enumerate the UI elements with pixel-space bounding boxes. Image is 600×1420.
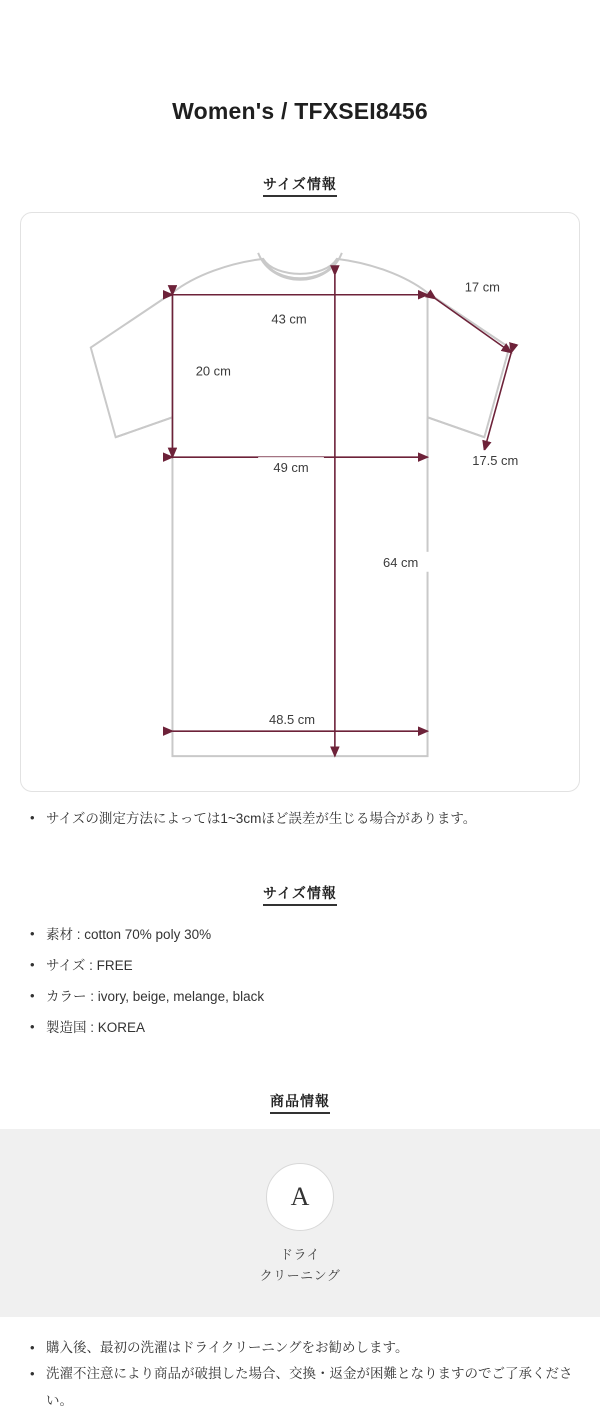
material-info-heading-text: サイズ情報 (263, 885, 337, 906)
size-diagram-panel (20, 212, 580, 792)
spec-list (20, 919, 580, 1043)
list-item: • 素材 : cotton 70% poly 30% (26, 919, 580, 950)
dry-clean-symbol: A (290, 1182, 310, 1212)
product-info-heading-text: 商品情報 (270, 1093, 330, 1114)
dry-clean-icon (266, 1163, 334, 1231)
dimension-lines (172, 274, 511, 755)
list-item: • サイズの測定方法によっては1~3cmほど誤差が生じる場合があります。 (26, 806, 580, 832)
dimension-label-hem: 48.5 cm (269, 711, 316, 727)
dimension-labels (180, 276, 535, 728)
care-instruction-panel (0, 1129, 600, 1317)
list-item: • 購入後、最初の洗濯はドライクリーニングをお勧めします。 (26, 1335, 580, 1361)
care-notes-list (20, 1335, 580, 1414)
garment-measurement-diagram (21, 213, 579, 791)
dimension-label-total-length: 64 cm (383, 554, 419, 570)
care-label (0, 1245, 600, 1287)
list-item: • 洗濯不注意により商品が破損した場合、交換・返金が困難となりますのでご了承ください。 (26, 1361, 580, 1414)
dimension-label-shoulder: 43 cm (271, 311, 307, 327)
dimension-label-armhole: 20 cm (195, 363, 231, 379)
product-info-heading (20, 1091, 580, 1111)
size-notes-list (20, 806, 580, 832)
page-title: Women's / TFXSEI8456 (172, 98, 428, 124)
dimension-label-sleeve-opening: 17.5 cm (472, 452, 519, 468)
list-item: • カラー : ivory, beige, melange, black (26, 981, 580, 1012)
care-label-line2: クリーニング (259, 1268, 341, 1284)
list-item: • サイズ : FREE (26, 950, 580, 981)
care-label-line1: ドライ (279, 1247, 321, 1263)
dimension-label-sleeve-length: 17 cm (464, 279, 500, 295)
list-item: • 製造国 : KOREA (26, 1012, 580, 1043)
dimension-label-chest: 49 cm (273, 459, 309, 475)
size-info-heading-text: サイズ情報 (263, 176, 337, 197)
material-info-heading (20, 883, 580, 903)
size-info-heading (20, 174, 580, 194)
